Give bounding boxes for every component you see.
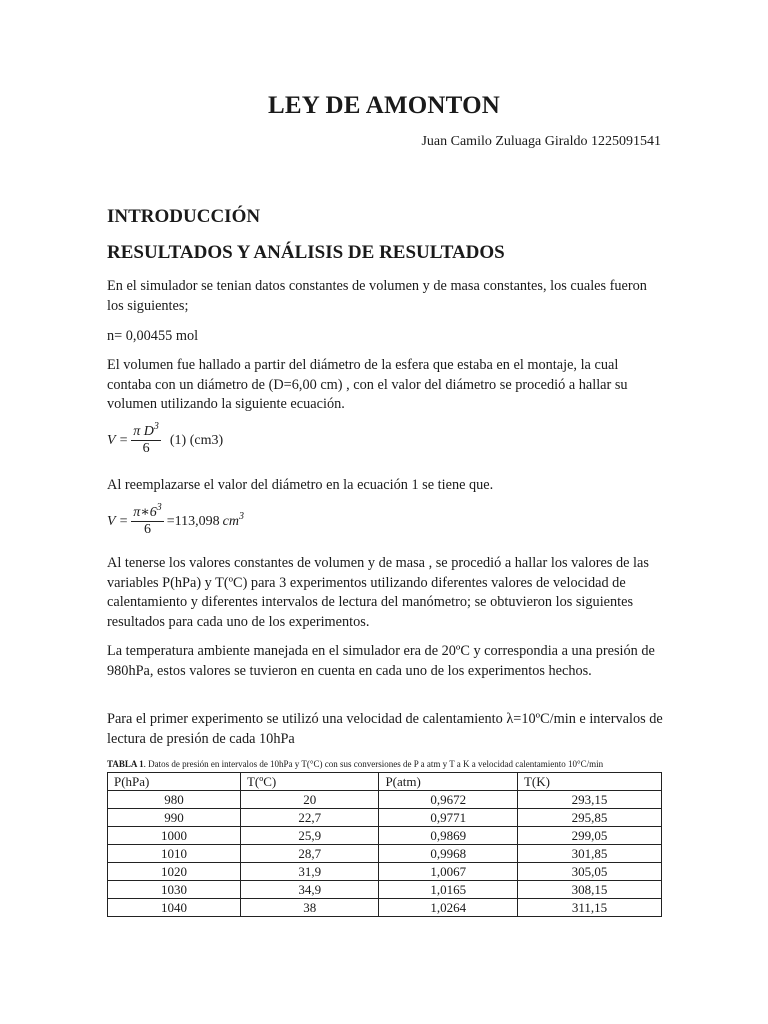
eq2-exponent: 3: [156, 502, 162, 513]
table-header-cell: T(ºC): [240, 773, 379, 791]
table-cell: 34,9: [240, 881, 379, 899]
data-table: [107, 772, 662, 917]
table-cell: 1040: [108, 899, 241, 917]
table-row: [108, 881, 662, 899]
table-cell: 1000: [108, 827, 241, 845]
table-cell: 1020: [108, 863, 241, 881]
table-cell: 990: [108, 809, 241, 827]
table-cell: 20: [240, 791, 379, 809]
table-row: [108, 845, 662, 863]
table-cell: 295,85: [517, 809, 661, 827]
table-cell: 1010: [108, 845, 241, 863]
author-line: Juan Camilo Zuluaga Giraldo 1225091541: [421, 134, 661, 149]
table-cell: 31,9: [240, 863, 379, 881]
equation-1: [107, 421, 224, 457]
eq2-unit-exponent: 3: [239, 510, 244, 522]
table-cell: 308,15: [517, 881, 661, 899]
table-row: [108, 791, 662, 809]
table-cell: 1,0067: [379, 863, 518, 881]
table-cell: 25,9: [240, 827, 379, 845]
table-row: [108, 809, 662, 827]
eq2-denominator: 6: [144, 522, 152, 537]
table-cell: 293,15: [517, 791, 661, 809]
table-header-cell: T(K): [517, 773, 661, 791]
table-row: [108, 863, 662, 881]
table-header-row: [108, 773, 662, 791]
table-caption-text: . Datos de presión en intervalos de 10hPa y T(°C) con sus conversiones de P a atm y T a K a velocidad calentamiento 10°C/min: [143, 759, 604, 769]
table-caption-label: TABLA 1: [107, 759, 144, 769]
eq2-fraction: [131, 502, 164, 538]
paragraph-substitution: Al reemplazarse el valor del diámetro en la ecuación 1 se tiene que.: [107, 477, 494, 493]
eq1-exponent: 3: [153, 421, 159, 432]
table-cell: 299,05: [517, 827, 661, 845]
table-row: [108, 899, 662, 917]
eq2-unit: cm: [222, 513, 239, 529]
table-header-cell: P(atm): [379, 773, 518, 791]
table-cell: 301,85: [517, 845, 661, 863]
table-cell: 0,9771: [379, 809, 518, 827]
eq2-numerator: π∗6: [133, 505, 157, 520]
table-cell: 28,7: [240, 845, 379, 863]
eq2-lhs: V =: [107, 513, 129, 529]
moles-value: n= 0,00455 mol: [107, 328, 199, 344]
table-cell: 1,0264: [379, 899, 518, 917]
table-cell: 0,9869: [379, 827, 518, 845]
eq1-tail: (1) (cm3): [169, 432, 224, 448]
table-caption: [107, 759, 603, 769]
table-cell: 0,9968: [379, 845, 518, 863]
heading-introduction: INTRODUCCIÓN: [107, 206, 261, 227]
table-row: [108, 827, 662, 845]
table-cell: 0,9672: [379, 791, 518, 809]
eq1-fraction: [131, 421, 161, 457]
eq2-result: =113,098: [166, 513, 220, 529]
eq1-denominator: 6: [142, 441, 150, 456]
paragraph-volume: El volumen fue hallado a partir del diámetro de la esfera que estaba en el montaje, la cual contaba con un diámetro de (D=6,00 cm) , con el valor del diámetro se procedió a hallar su volumen utilizando la siguiente ecuación.: [107, 357, 628, 412]
table-cell: 311,15: [517, 899, 661, 917]
paragraph-experiments: Al tenerse los valores constantes de volumen y de masa , se procedió a hallar los valores de las variables P(hPa) y T(ºC) para 3 experimentos utilizando diferentes valores de velocidad de calentamiento y diferentes intervalos de lectura del manómetro; se obtuvieron los siguientes resultados para cada uno de los experimentos.: [107, 555, 649, 630]
table-cell: 305,05: [517, 863, 661, 881]
eq1-numerator: π D: [133, 424, 154, 439]
document-title: LEY DE AMONTON: [268, 92, 500, 119]
table-cell: 980: [108, 791, 241, 809]
table-header-cell: P(hPa): [108, 773, 241, 791]
table-cell: 1,0165: [379, 881, 518, 899]
paragraph-constants: En el simulador se tenian datos constantes de volumen y de masa constantes, los cuales fueron los siguientes;: [107, 278, 647, 314]
table-cell: 1030: [108, 881, 241, 899]
paragraph-ambient: La temperatura ambiente manejada en el simulador era de 20ºC y correspondia a una presión de 980hPa, estos valores se tuvieron en cuenta en cada uno de los experimentos hechos.: [107, 643, 655, 679]
heading-results: RESULTADOS Y ANÁLISIS DE RESULTADOS: [107, 242, 505, 263]
table-cell: 38: [240, 899, 379, 917]
eq1-lhs: V =: [107, 432, 129, 448]
equation-2: [107, 502, 244, 538]
table-cell: 22,7: [240, 809, 379, 827]
paragraph-first-experiment: Para el primer experimento se utilizó una velocidad de calentamiento λ=10ºC/min e intervalos de lectura de presión de cada 10hPa: [107, 711, 663, 747]
